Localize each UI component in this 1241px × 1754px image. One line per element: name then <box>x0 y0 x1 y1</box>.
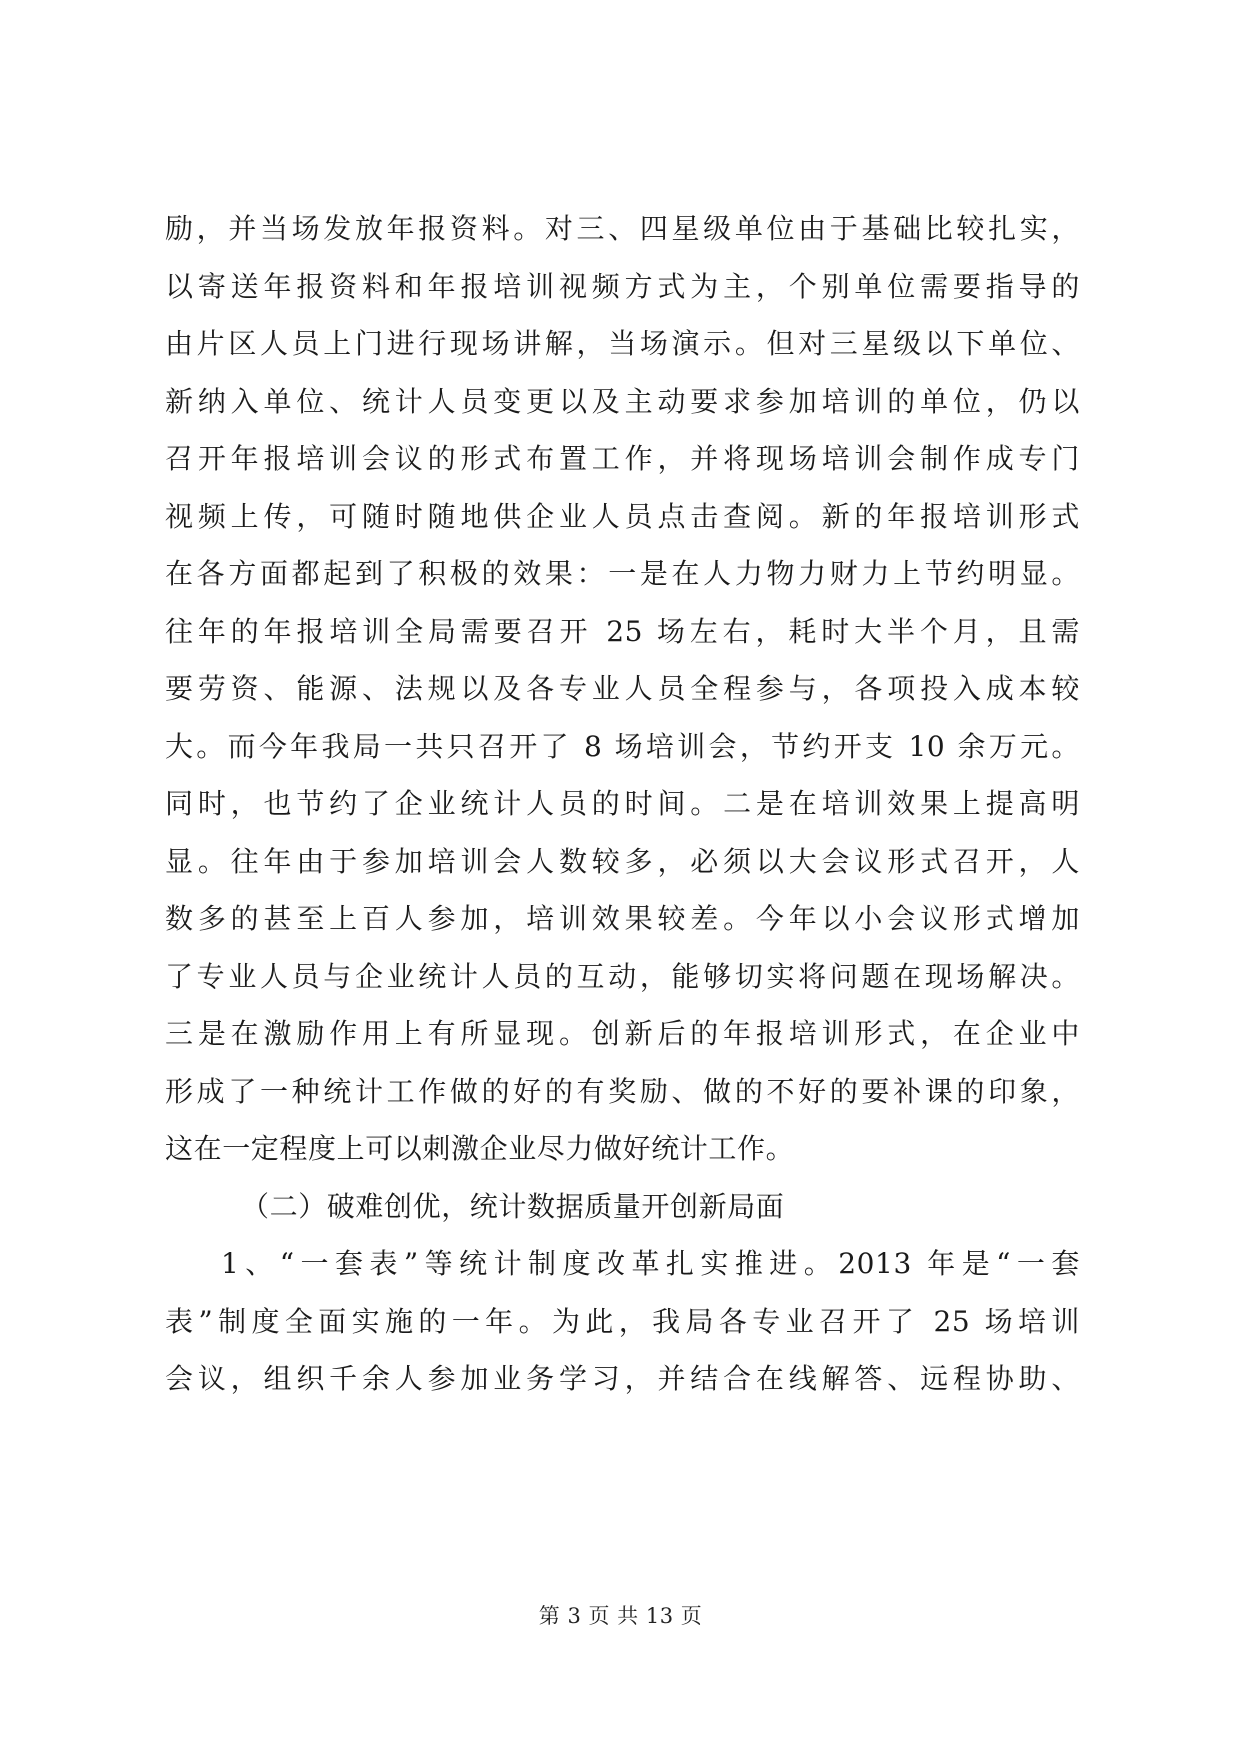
text-line: 数多的甚至上百人参加，培训效果较差。今年以小会议形式增加 <box>165 902 1080 935</box>
text-line: 召开年报培训会议的形式布置工作，并将现场培训会制作成专门 <box>165 442 1080 475</box>
text-line: 要劳资、能源、法规以及各专业人员全程参与，各项投入成本较 <box>165 672 1080 705</box>
text-line: 形成了一种统计工作做的好的有奖励、做的不好的要补课的印象， <box>165 1074 1080 1108</box>
text-line: 同时，也节约了企业统计人员的时间。二是在培训效果上提高明 <box>165 787 1080 820</box>
page-number-label: 第 3 页 共 13 页 <box>538 1604 703 1628</box>
text-line: 新纳入单位、统计人员变更以及主动要求参加培训的单位，仍以 <box>165 384 1080 418</box>
text-line: 由片区人员上门进行现场讲解，当场演示。但对三星级以下单位、 <box>165 327 1080 360</box>
section-heading: （二）破难创优，统计数据质量开创新局面 <box>241 1189 785 1223</box>
text-line: 1、“一套表”等统计制度改革扎实推进。2013 年是“一套 <box>221 1247 1080 1280</box>
text-line: 三是在激励作用上有所显现。创新后的年报培训形式，在企业中 <box>165 1017 1080 1050</box>
text-line: 表”制度全面实施的一年。为此，我局各专业召开了 25 场培训 <box>165 1304 1080 1338</box>
text-line: 视频上传，可随时随地供企业人员点击查阅。新的年报培训形式 <box>165 499 1080 533</box>
text-line: 励，并当场发放年报资料。对三、四星级单位由于基础比较扎实， <box>165 212 1080 245</box>
text-line: 大。而今年我局一共只召开了 8 场培训会，节约开支 10 余万元。 <box>165 729 1080 763</box>
text-line: 了专业人员与企业统计人员的互动，能够切实将问题在现场解决。 <box>165 959 1080 993</box>
text-line: 往年的年报培训全局需要召开 25 场左右，耗时大半个月，且需 <box>165 614 1080 648</box>
page-footer <box>0 1600 1241 1630</box>
text-line: 以寄送年报资料和年报培训视频方式为主，个别单位需要指导的 <box>165 269 1080 303</box>
text-line: 这在一定程度上可以刺激企业尽力做好统计工作。 <box>165 1132 795 1165</box>
text-line: 在各方面都起到了积极的效果：一是在人力物力财力上节约明显。 <box>165 557 1080 590</box>
text-line: 显。往年由于参加培训会人数较多，必须以大会议形式召开，人 <box>165 844 1080 878</box>
text-line: 会议，组织千余人参加业务学习，并结合在线解答、远程协助、 <box>165 1362 1080 1395</box>
body-text <box>165 200 1080 1408</box>
